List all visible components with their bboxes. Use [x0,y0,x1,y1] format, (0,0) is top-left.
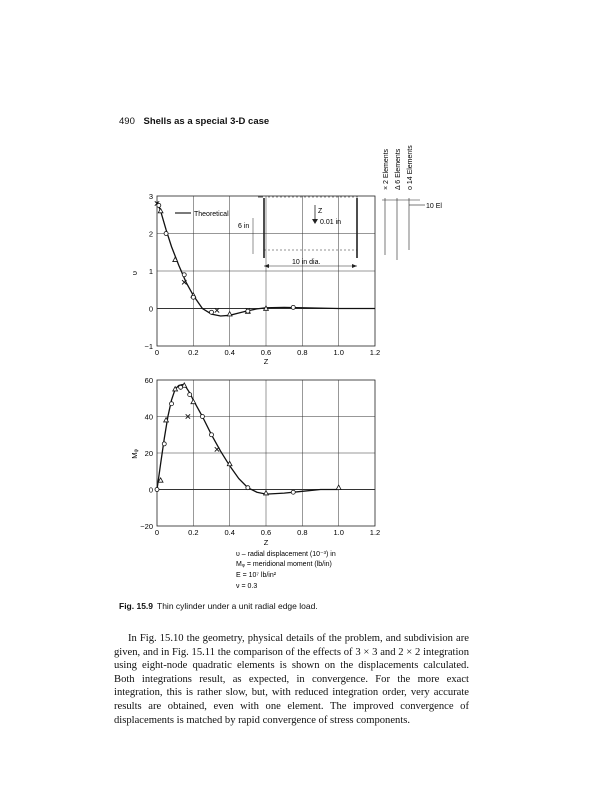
y-tick-label: 20 [144,449,153,458]
displacement-chart [130,192,380,366]
data-point-o-14-elements [182,273,186,277]
y-tick-label: 0 [148,304,153,314]
figure-caption-text: Thin cylinder under a unit radial edge load. [157,601,318,611]
x-tick-label: 1.0 [333,528,344,537]
x-tick-label: 1.0 [333,348,344,357]
page-number: 490 [119,116,135,127]
note-moment: Mᵩ = meridional moment (lb/in) [236,561,332,568]
data-point-o-14-elements [188,393,192,397]
x-tick-label: 0.4 [224,348,235,357]
inset-thickness-label: 0.01 in [320,219,342,226]
x-tick-label: 0.2 [188,528,199,537]
data-point-o-14-elements [179,385,183,389]
legend-10-elements: 10 El [426,203,442,210]
moment-xlabel: Z [263,538,269,547]
data-point-o-14-elements [210,433,214,437]
data-point-o-14-elements [291,305,295,309]
x-tick-label: 0 [154,348,160,357]
data-point-o-14-elements [191,295,195,299]
y-tick-label: 0 [148,485,153,495]
y-tick-label: −20 [140,522,153,531]
y-tick-label: 2 [148,229,153,239]
legend-theoretical: Theoretical [194,211,229,218]
legend-2-elements: × 2 Elements [383,148,390,190]
data-point-6-elements [191,399,196,403]
figure-caption [119,601,318,611]
data-point-o-14-elements [155,488,159,492]
legend [175,145,442,260]
inset-diameter-label: 10 in dia. [292,259,321,266]
x-tick-label: 0.8 [297,348,308,357]
data-point-o-14-elements [200,415,204,419]
body-paragraph: In Fig. 15.10 the geometry, physical details of the problem, and subdivision are given, and in Fig. 15.11 the comparison of the effects of 3 × 3 and 2 × 2 integration using eight-node quadratic elements is shown on the displacements calculated. Both integrations result, as expected, in convergence. For the more exact integration, this is rather slow, but, with reduced integration order, very accurate results are obtained, even with one element. The improved convergence of displacements is matched by rapid convergence of stress components. [114,633,469,726]
y-tick-label: 60 [144,376,153,385]
x-tick-label: 0 [154,528,160,537]
displacement-ylabel: υ [130,270,139,276]
inset-z-label: Z [318,208,323,215]
data-point-o-14-elements [210,310,214,314]
data-point-o-14-elements [162,442,166,446]
data-point-o-14-elements [291,490,295,494]
x-tick-label: 1.2 [369,348,381,357]
cylinder-inset [238,197,358,268]
x-tick-label: 0.8 [297,528,308,537]
moment-chart [130,376,380,547]
note-displacement: υ – radial displacement (10⁻³) in [236,551,336,558]
inset-height-label: 6 in [238,223,250,230]
data-point-6-elements [158,208,163,212]
note-modulus: E = 10⁷ lb/in² [236,572,277,579]
figure-label: Fig. 15.9 [119,601,154,611]
running-head-title: Shells as a special 3-D case [143,116,270,127]
y-tick-label: 40 [144,412,153,422]
x-tick-label: 0.6 [260,348,272,357]
x-tick-label: 0.4 [224,528,235,537]
data-point-6-elements [264,491,269,495]
data-point-o-14-elements [170,402,174,406]
data-point-6-elements [336,485,341,489]
legend-6-elements: Δ 6 Elements [395,148,402,190]
x-tick-label: 1.2 [369,528,381,537]
displacement-xlabel: Z [263,357,269,366]
moment-ylabel: Mᵩ [130,449,139,459]
data-point-o-14-elements [157,203,161,207]
x-tick-label: 0.6 [260,528,272,537]
series-theoretical-curve [157,385,339,495]
y-tick-label: 3 [148,192,153,201]
figure-notes [236,551,336,590]
x-tick-label: 0.2 [188,348,199,357]
data-point-o-14-elements [164,232,168,236]
legend-14-elements: o 14 Elements [407,145,414,190]
data-point-o-14-elements [246,309,250,313]
data-point-o-14-elements [246,486,250,490]
y-tick-label: 1 [148,267,153,276]
note-poisson: ν = 0.3 [236,583,258,590]
data-point-2-elements [215,447,219,451]
y-tick-label: −1 [144,342,153,351]
data-point-6-elements [227,312,232,316]
